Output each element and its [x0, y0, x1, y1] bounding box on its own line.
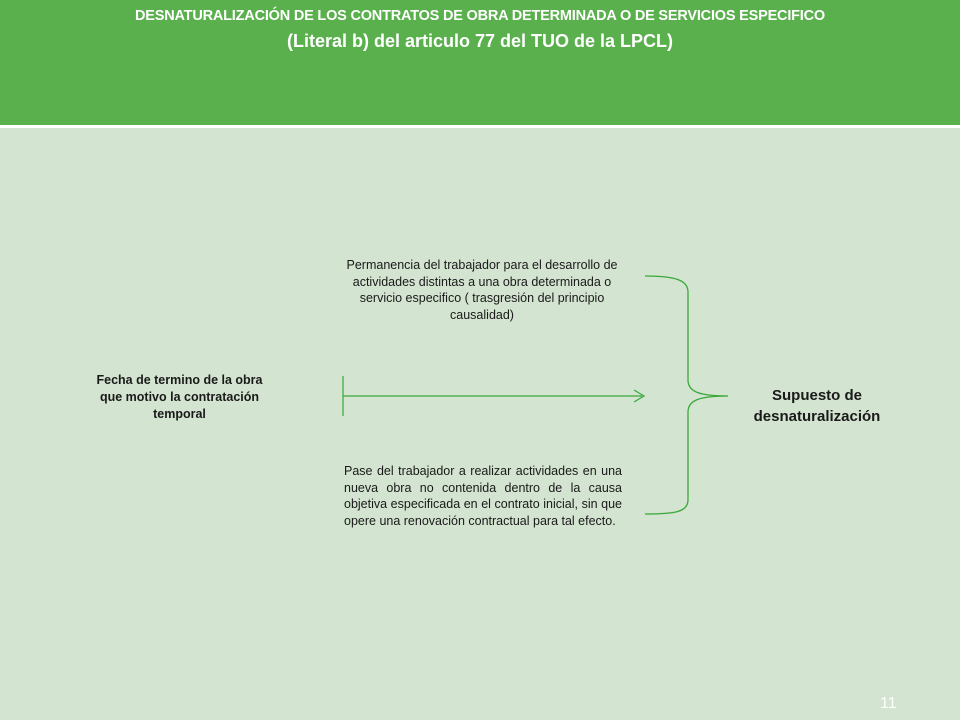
start-condition-text: Fecha de termino de la obra que motivo la contratación temporal: [96, 373, 263, 421]
top-condition-text: Permanencia del trabajador para el desarrollo de actividades distintas a una obra determinada o servicio especifico ( trasgresión del principio causalidad): [346, 258, 618, 322]
bottom-condition-text: Pase del trabajador a realizar actividades en una nueva obra no contenida dentro de la causa objetiva especificada en el contrato inicial, sin que opere una renovación contractual para tal efecto.: [344, 464, 622, 528]
title-line-1: DESNATURALIZACIÓN DE LOS CONTRATOS DE OBRA DETERMINADA O DE SERVICIOS ESPECIFICO: [135, 8, 825, 24]
result-text: Supuesto de desnaturalización: [753, 387, 881, 425]
title-line-2: (Literal b) del articulo 77 del TUO de la LPCL): [286, 31, 674, 51]
page-number: 11: [880, 695, 897, 712]
brace: [645, 276, 728, 514]
